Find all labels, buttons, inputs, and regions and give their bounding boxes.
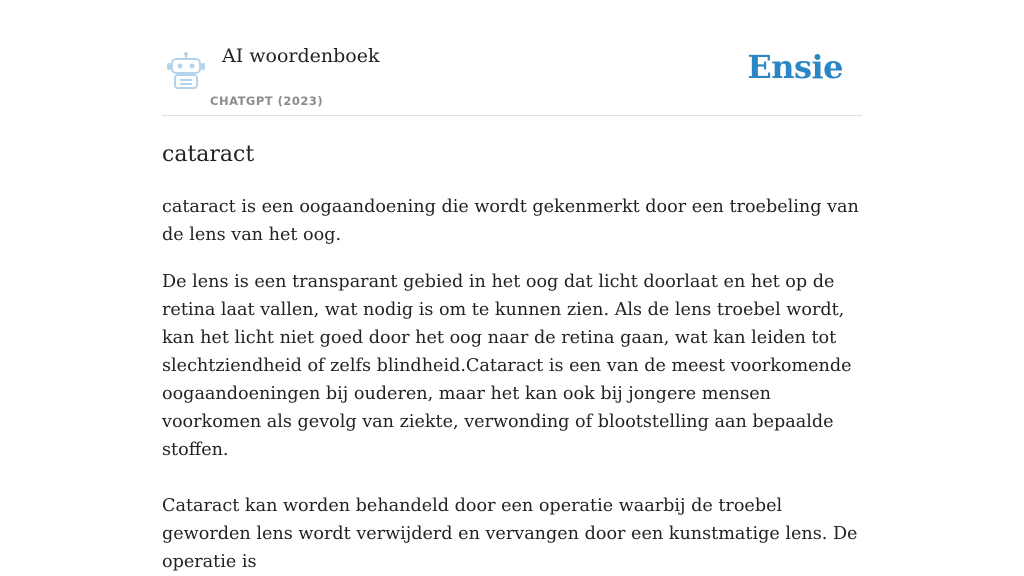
definition-paragraph: cataract is een oogaandoening die wordt gekenmerkt door een troebeling van de lens van het oog. [162, 197, 859, 245]
definition-paragraph: De lens is een transparant gebied in het oog dat licht doorlaat en het op de retina laat vallen, wat nodig is om te kunnen zien. Als de lens troebel wordt, kan het licht niet goed door het oog naar de retina gaan, wat kan leiden tot slechtziendheid of zelfs blindheid.Cataract is een van de meest voorkomende oogaandoeningen bij ouderen, maar het kan ook bij jongere mensen voorkomen als gevolg van ziekte, verwonding of blootstelling aan bepaalde stoffen. [162, 272, 852, 460]
ensie-logo-link[interactable]: Ensie [747, 48, 843, 86]
definition-paragraph: Cataract kan worden behandeld door een operatie waarbij de troebel geworden lens wordt verwijderd en vervangen door een kunstmatige lens. De operatie is [162, 496, 858, 572]
page [162, 0, 862, 576]
entry-definition [162, 193, 862, 576]
source-subtitle: CHATGPT (2023) [210, 94, 324, 108]
robot-icon [166, 52, 206, 90]
entry-header [162, 0, 862, 116]
source-title: AI woordenboek [222, 45, 380, 67]
entry-term: cataract [162, 142, 255, 167]
